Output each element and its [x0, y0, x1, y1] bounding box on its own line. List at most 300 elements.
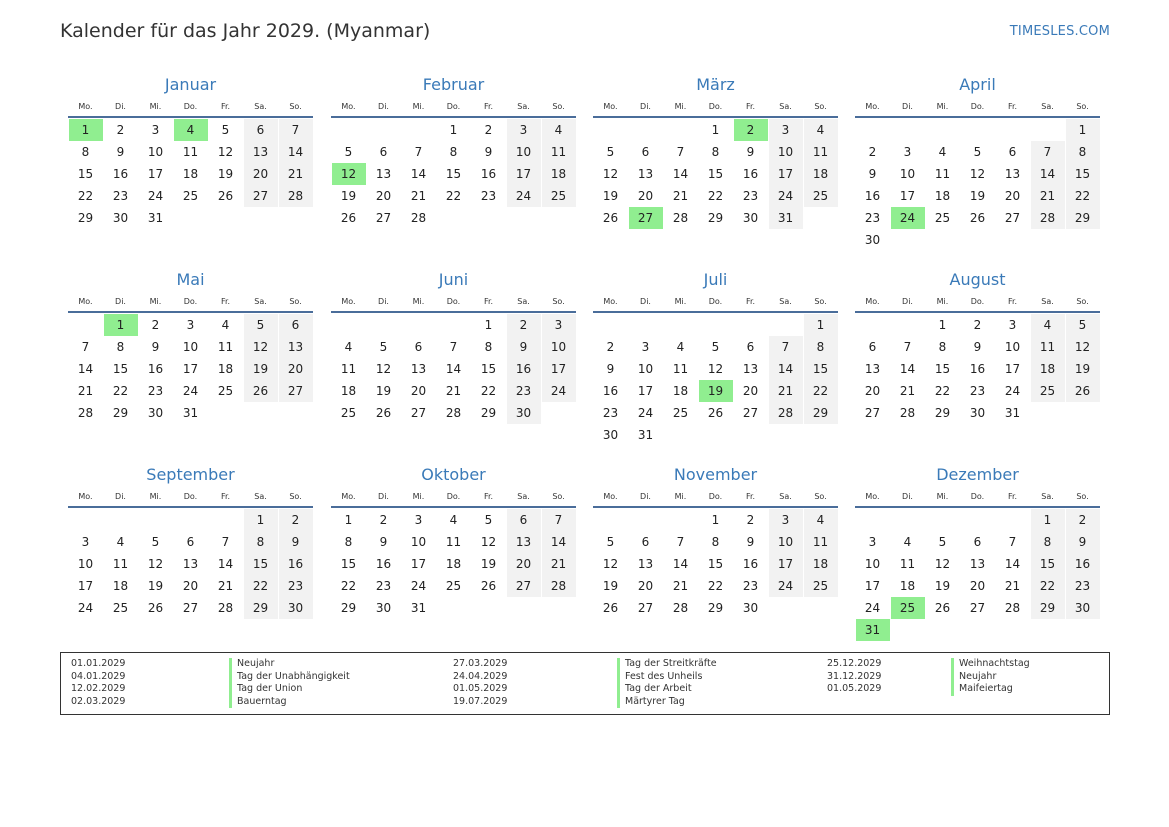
weekday-header [331, 490, 576, 508]
day-cell: 16 [864, 189, 881, 203]
day-cell: 22 [707, 189, 724, 203]
day-cell: 21 [77, 384, 94, 398]
weekday-label: Fr. [745, 297, 756, 306]
day-cell: 7 [542, 509, 576, 531]
day-cell: 20 [864, 384, 881, 398]
day-cell: 21 [1031, 185, 1065, 207]
day-empty [104, 509, 138, 531]
day-cell: 23 [742, 579, 759, 593]
legend-dates-column [827, 658, 881, 696]
weekday-header [593, 295, 838, 313]
day-cell: 6 [746, 340, 755, 354]
day-cell: 4 [449, 513, 458, 527]
day-cell: 14 [672, 557, 689, 571]
day-cell: 5 [606, 535, 615, 549]
day-empty [734, 314, 768, 336]
day-cell: 6 [868, 340, 877, 354]
day-cell: 10 [899, 167, 916, 181]
day-cell: 29 [244, 597, 278, 619]
day-cell: 9 [151, 340, 160, 354]
day-cell: 24 [507, 185, 541, 207]
day-empty [664, 119, 698, 141]
day-cell: 20 [969, 579, 986, 593]
day-cell: 16 [279, 553, 313, 575]
weekday-label: Fr. [483, 102, 494, 111]
day-cell: 26 [934, 601, 951, 615]
day-cell: 24 [637, 406, 654, 420]
day-cell: 2 [379, 513, 388, 527]
weekday-label: Mo. [341, 102, 356, 111]
day-cell: 10 [637, 362, 654, 376]
day-cell: 9 [507, 336, 541, 358]
month-juni [331, 270, 576, 424]
day-cell-holiday: 25 [891, 597, 925, 619]
day-cell: 22 [112, 384, 129, 398]
day-cell: 21 [672, 579, 689, 593]
weekday-label: Mi. [936, 102, 949, 111]
weekday-header [331, 295, 576, 313]
day-empty [629, 314, 663, 336]
day-grid [855, 314, 1100, 424]
day-cell: 8 [938, 340, 947, 354]
day-cell: 12 [934, 557, 951, 571]
day-cell: 15 [707, 557, 724, 571]
day-empty [664, 509, 698, 531]
day-cell: 18 [672, 384, 689, 398]
weekday-label: Fr. [483, 297, 494, 306]
day-empty [629, 119, 663, 141]
weekday-label: So. [814, 102, 827, 111]
weekday-label: Do. [970, 102, 985, 111]
day-cell: 17 [769, 553, 803, 575]
day-cell: 17 [1004, 362, 1021, 376]
weekday-label: Do. [183, 297, 198, 306]
day-cell: 5 [221, 123, 230, 137]
day-grid [855, 509, 1100, 641]
weekday-label: Di. [378, 492, 389, 501]
day-cell: 11 [542, 141, 576, 163]
weekday-header [331, 100, 576, 118]
day-empty [594, 119, 628, 141]
legend-holiday-name: Tag der Streitkräfte [625, 658, 717, 669]
weekday-label: Do. [708, 492, 723, 501]
day-cell: 18 [217, 362, 234, 376]
day-cell: 26 [244, 380, 278, 402]
day-cell: 4 [344, 340, 353, 354]
day-cell: 20 [375, 189, 392, 203]
day-grid [68, 314, 313, 424]
day-cell: 2 [746, 513, 755, 527]
weekday-label: Sa. [254, 492, 267, 501]
day-cell: 14 [899, 362, 916, 376]
weekday-label: Mo. [341, 297, 356, 306]
day-cell: 25 [340, 406, 357, 420]
day-cell: 24 [769, 185, 803, 207]
day-cell: 3 [81, 535, 90, 549]
day-cell: 27 [410, 406, 427, 420]
day-cell: 9 [116, 145, 125, 159]
day-grid [331, 509, 576, 619]
day-cell: 28 [672, 211, 689, 225]
day-cell: 14 [1031, 163, 1065, 185]
day-cell: 10 [1004, 340, 1021, 354]
month-mai [68, 270, 313, 424]
day-empty [332, 119, 366, 141]
month-januar [68, 75, 313, 229]
weekday-label: Di. [902, 102, 913, 111]
day-cell: 28 [410, 211, 427, 225]
day-cell: 17 [769, 163, 803, 185]
day-cell: 1 [449, 123, 458, 137]
day-cell: 3 [903, 145, 912, 159]
day-cell: 19 [934, 579, 951, 593]
day-cell: 10 [147, 145, 164, 159]
day-cell: 18 [340, 384, 357, 398]
day-cell: 27 [279, 380, 313, 402]
legend-holiday-name: Tag der Union [237, 683, 303, 695]
day-cell: 31 [410, 601, 427, 615]
day-empty [594, 509, 628, 531]
month-name: Oktober [421, 465, 486, 484]
day-cell: 29 [112, 406, 129, 420]
day-cell: 13 [1004, 167, 1021, 181]
month-name: August [949, 270, 1006, 289]
day-cell: 13 [375, 167, 392, 181]
legend-holiday-name: Bauerntag [237, 695, 287, 707]
legend-date: 02.03.2029 [71, 695, 126, 707]
weekday-label: Fr. [745, 102, 756, 111]
day-cell: 2 [151, 318, 160, 332]
weekday-label: So. [289, 492, 302, 501]
day-cell: 16 [742, 557, 759, 571]
weekday-label: Sa. [254, 297, 267, 306]
day-cell: 11 [672, 362, 689, 376]
day-cell: 16 [742, 167, 759, 181]
day-empty [174, 509, 208, 531]
day-cell: 28 [77, 406, 94, 420]
day-cell: 30 [507, 402, 541, 424]
day-cell: 21 [410, 189, 427, 203]
day-cell: 30 [1066, 597, 1100, 619]
day-cell: 10 [507, 141, 541, 163]
day-cell: 20 [182, 579, 199, 593]
day-cell: 17 [507, 163, 541, 185]
month-name: März [696, 75, 735, 94]
legend-holiday-name: Tag der Arbeit [625, 683, 692, 695]
day-empty [769, 314, 803, 336]
day-cell: 31 [182, 406, 199, 420]
day-cell: 14 [769, 358, 803, 380]
day-cell: 1 [1031, 509, 1065, 531]
weekday-label: So. [1076, 492, 1089, 501]
legend-date: 01.01.2029 [71, 658, 126, 669]
weekday-label: So. [1076, 297, 1089, 306]
day-empty [891, 119, 925, 141]
day-cell: 30 [279, 597, 313, 619]
legend-dates-column [453, 658, 507, 708]
day-cell: 2 [868, 145, 877, 159]
day-cell: 22 [934, 384, 951, 398]
weekday-label: Do. [183, 102, 198, 111]
day-cell: 3 [414, 513, 423, 527]
day-cell: 4 [116, 535, 125, 549]
day-cell: 23 [864, 211, 881, 225]
legend-names-column [951, 658, 1030, 696]
day-cell: 16 [147, 362, 164, 376]
day-cell-holiday: 31 [856, 619, 890, 641]
weekday-label: Mi. [149, 297, 162, 306]
day-cell: 14 [1004, 557, 1021, 571]
day-cell: 31 [637, 428, 654, 442]
day-cell: 20 [637, 579, 654, 593]
day-cell: 25 [804, 575, 838, 597]
day-cell: 26 [602, 211, 619, 225]
day-cell: 19 [244, 358, 278, 380]
day-cell: 5 [484, 513, 493, 527]
weekday-label: Do. [446, 297, 461, 306]
day-cell: 17 [182, 362, 199, 376]
weekday-label: Di. [378, 297, 389, 306]
day-cell: 31 [1004, 406, 1021, 420]
day-cell: 19 [340, 189, 357, 203]
day-cell: 28 [1004, 601, 1021, 615]
day-cell: 17 [899, 189, 916, 203]
weekday-label: Di. [115, 492, 126, 501]
day-empty [437, 314, 471, 336]
weekday-label: Fr. [483, 492, 494, 501]
weekday-label: Sa. [1041, 297, 1054, 306]
day-cell: 27 [244, 185, 278, 207]
day-empty [996, 119, 1030, 141]
day-cell: 18 [1031, 358, 1065, 380]
day-cell: 9 [279, 531, 313, 553]
day-cell: 26 [1066, 380, 1100, 402]
day-cell: 23 [507, 380, 541, 402]
legend-date: 27.03.2029 [453, 658, 508, 669]
day-cell: 25 [804, 185, 838, 207]
day-cell: 19 [969, 189, 986, 203]
day-cell: 8 [711, 535, 720, 549]
day-cell: 14 [77, 362, 94, 376]
day-cell: 5 [606, 145, 615, 159]
day-cell: 7 [449, 340, 458, 354]
day-empty [594, 314, 628, 336]
weekday-label: Do. [446, 492, 461, 501]
day-empty [367, 119, 401, 141]
day-cell: 15 [804, 358, 838, 380]
day-cell: 11 [899, 557, 916, 571]
day-cell: 26 [375, 406, 392, 420]
day-cell: 4 [804, 119, 838, 141]
day-cell: 15 [77, 167, 94, 181]
day-cell: 21 [1004, 579, 1021, 593]
day-empty [961, 509, 995, 531]
day-cell: 17 [637, 384, 654, 398]
day-grid [855, 119, 1100, 251]
weekday-label: Sa. [779, 492, 792, 501]
weekday-label: Sa. [1041, 102, 1054, 111]
day-empty [996, 509, 1030, 531]
day-cell: 17 [147, 167, 164, 181]
day-cell: 25 [182, 189, 199, 203]
day-cell: 24 [410, 579, 427, 593]
legend-holiday-name: Neujahr [237, 658, 275, 669]
day-cell-holiday: 4 [174, 119, 208, 141]
day-cell: 22 [244, 575, 278, 597]
day-cell: 27 [1004, 211, 1021, 225]
day-cell: 21 [672, 189, 689, 203]
weekday-label: So. [552, 297, 565, 306]
day-grid [331, 119, 576, 229]
day-cell: 6 [973, 535, 982, 549]
day-cell: 7 [676, 535, 685, 549]
day-empty [69, 509, 103, 531]
weekday-label: Mo. [78, 297, 93, 306]
day-cell: 6 [641, 535, 650, 549]
day-cell: 7 [279, 119, 313, 141]
day-cell: 28 [279, 185, 313, 207]
weekday-label: Do. [970, 492, 985, 501]
day-grid [593, 314, 838, 446]
weekday-header [68, 295, 313, 313]
weekday-label: Mo. [865, 492, 880, 501]
weekday-label: So. [1076, 102, 1089, 111]
day-cell: 1 [344, 513, 353, 527]
day-cell-holiday: 1 [69, 119, 103, 141]
day-cell: 3 [868, 535, 877, 549]
weekday-label: Fr. [1007, 102, 1018, 111]
weekday-header [68, 100, 313, 118]
day-cell: 8 [711, 145, 720, 159]
day-cell: 12 [217, 145, 234, 159]
day-cell: 9 [973, 340, 982, 354]
weekday-label: Do. [708, 102, 723, 111]
day-cell: 11 [217, 340, 234, 354]
day-cell: 2 [507, 314, 541, 336]
day-cell: 21 [899, 384, 916, 398]
day-cell: 12 [480, 535, 497, 549]
day-cell: 23 [602, 406, 619, 420]
day-cell: 1 [711, 123, 720, 137]
day-cell: 31 [769, 207, 803, 229]
day-cell: 30 [112, 211, 129, 225]
day-cell: 1 [484, 318, 493, 332]
day-cell: 8 [484, 340, 493, 354]
day-cell: 13 [864, 362, 881, 376]
weekday-label: Di. [115, 297, 126, 306]
day-grid [68, 509, 313, 619]
day-cell: 9 [1066, 531, 1100, 553]
day-empty [402, 314, 436, 336]
day-cell: 20 [410, 384, 427, 398]
day-cell: 14 [279, 141, 313, 163]
day-cell-holiday: 24 [891, 207, 925, 229]
day-cell: 12 [602, 557, 619, 571]
day-cell: 19 [602, 579, 619, 593]
day-cell: 21 [279, 163, 313, 185]
weekday-label: Mo. [603, 297, 618, 306]
day-cell: 3 [1008, 318, 1017, 332]
weekday-label: Mi. [674, 102, 687, 111]
legend-date: 25.12.2029 [827, 658, 882, 669]
weekday-label: So. [552, 102, 565, 111]
day-cell: 29 [707, 601, 724, 615]
day-cell: 12 [147, 557, 164, 571]
weekday-label: Mo. [603, 102, 618, 111]
day-cell: 15 [707, 167, 724, 181]
month-september [68, 465, 313, 619]
day-cell: 4 [804, 509, 838, 531]
day-cell: 26 [602, 601, 619, 615]
day-cell: 28 [217, 601, 234, 615]
day-cell: 8 [244, 531, 278, 553]
day-cell: 4 [1031, 314, 1065, 336]
weekday-label: Mo. [341, 492, 356, 501]
weekday-label: So. [814, 492, 827, 501]
day-cell: 1 [244, 509, 278, 531]
day-cell: 25 [672, 406, 689, 420]
day-cell: 3 [769, 509, 803, 531]
legend-holiday-name: Neujahr [959, 670, 997, 682]
weekday-header [68, 490, 313, 508]
weekday-label: Sa. [254, 102, 267, 111]
month-dezember [855, 465, 1100, 641]
day-cell: 4 [938, 145, 947, 159]
day-cell: 18 [899, 579, 916, 593]
day-cell: 19 [602, 189, 619, 203]
day-cell: 8 [1031, 531, 1065, 553]
day-cell: 22 [445, 189, 462, 203]
day-cell: 7 [1031, 141, 1065, 163]
day-cell: 29 [1066, 207, 1100, 229]
day-cell: 30 [147, 406, 164, 420]
day-cell: 15 [1066, 163, 1100, 185]
weekday-label: Di. [902, 297, 913, 306]
weekday-label: Fr. [220, 102, 231, 111]
day-cell: 26 [969, 211, 986, 225]
weekday-label: Do. [446, 102, 461, 111]
day-cell-holiday: 2 [734, 119, 768, 141]
day-grid [593, 509, 838, 619]
day-cell: 2 [279, 509, 313, 531]
weekday-label: Mo. [78, 492, 93, 501]
day-cell: 26 [480, 579, 497, 593]
day-cell: 6 [641, 145, 650, 159]
weekday-label: Mi. [674, 297, 687, 306]
day-cell: 29 [480, 406, 497, 420]
day-cell: 1 [938, 318, 947, 332]
day-cell: 23 [1066, 575, 1100, 597]
weekday-label: Fr. [220, 297, 231, 306]
weekday-label: Fr. [745, 492, 756, 501]
day-cell: 27 [969, 601, 986, 615]
day-cell: 16 [375, 557, 392, 571]
day-cell: 10 [864, 557, 881, 571]
brand-link[interactable]: TIMESLES.COM [1009, 24, 1110, 39]
day-empty [69, 314, 103, 336]
day-cell: 22 [804, 380, 838, 402]
day-cell: 5 [711, 340, 720, 354]
day-cell: 11 [934, 167, 951, 181]
day-cell: 20 [507, 553, 541, 575]
day-empty [856, 509, 890, 531]
day-cell: 30 [969, 406, 986, 420]
day-cell: 18 [112, 579, 129, 593]
weekday-label: Mi. [412, 102, 425, 111]
legend-holiday-name: Märtyrer Tag [625, 695, 685, 707]
day-cell: 30 [742, 601, 759, 615]
day-cell: 28 [769, 402, 803, 424]
